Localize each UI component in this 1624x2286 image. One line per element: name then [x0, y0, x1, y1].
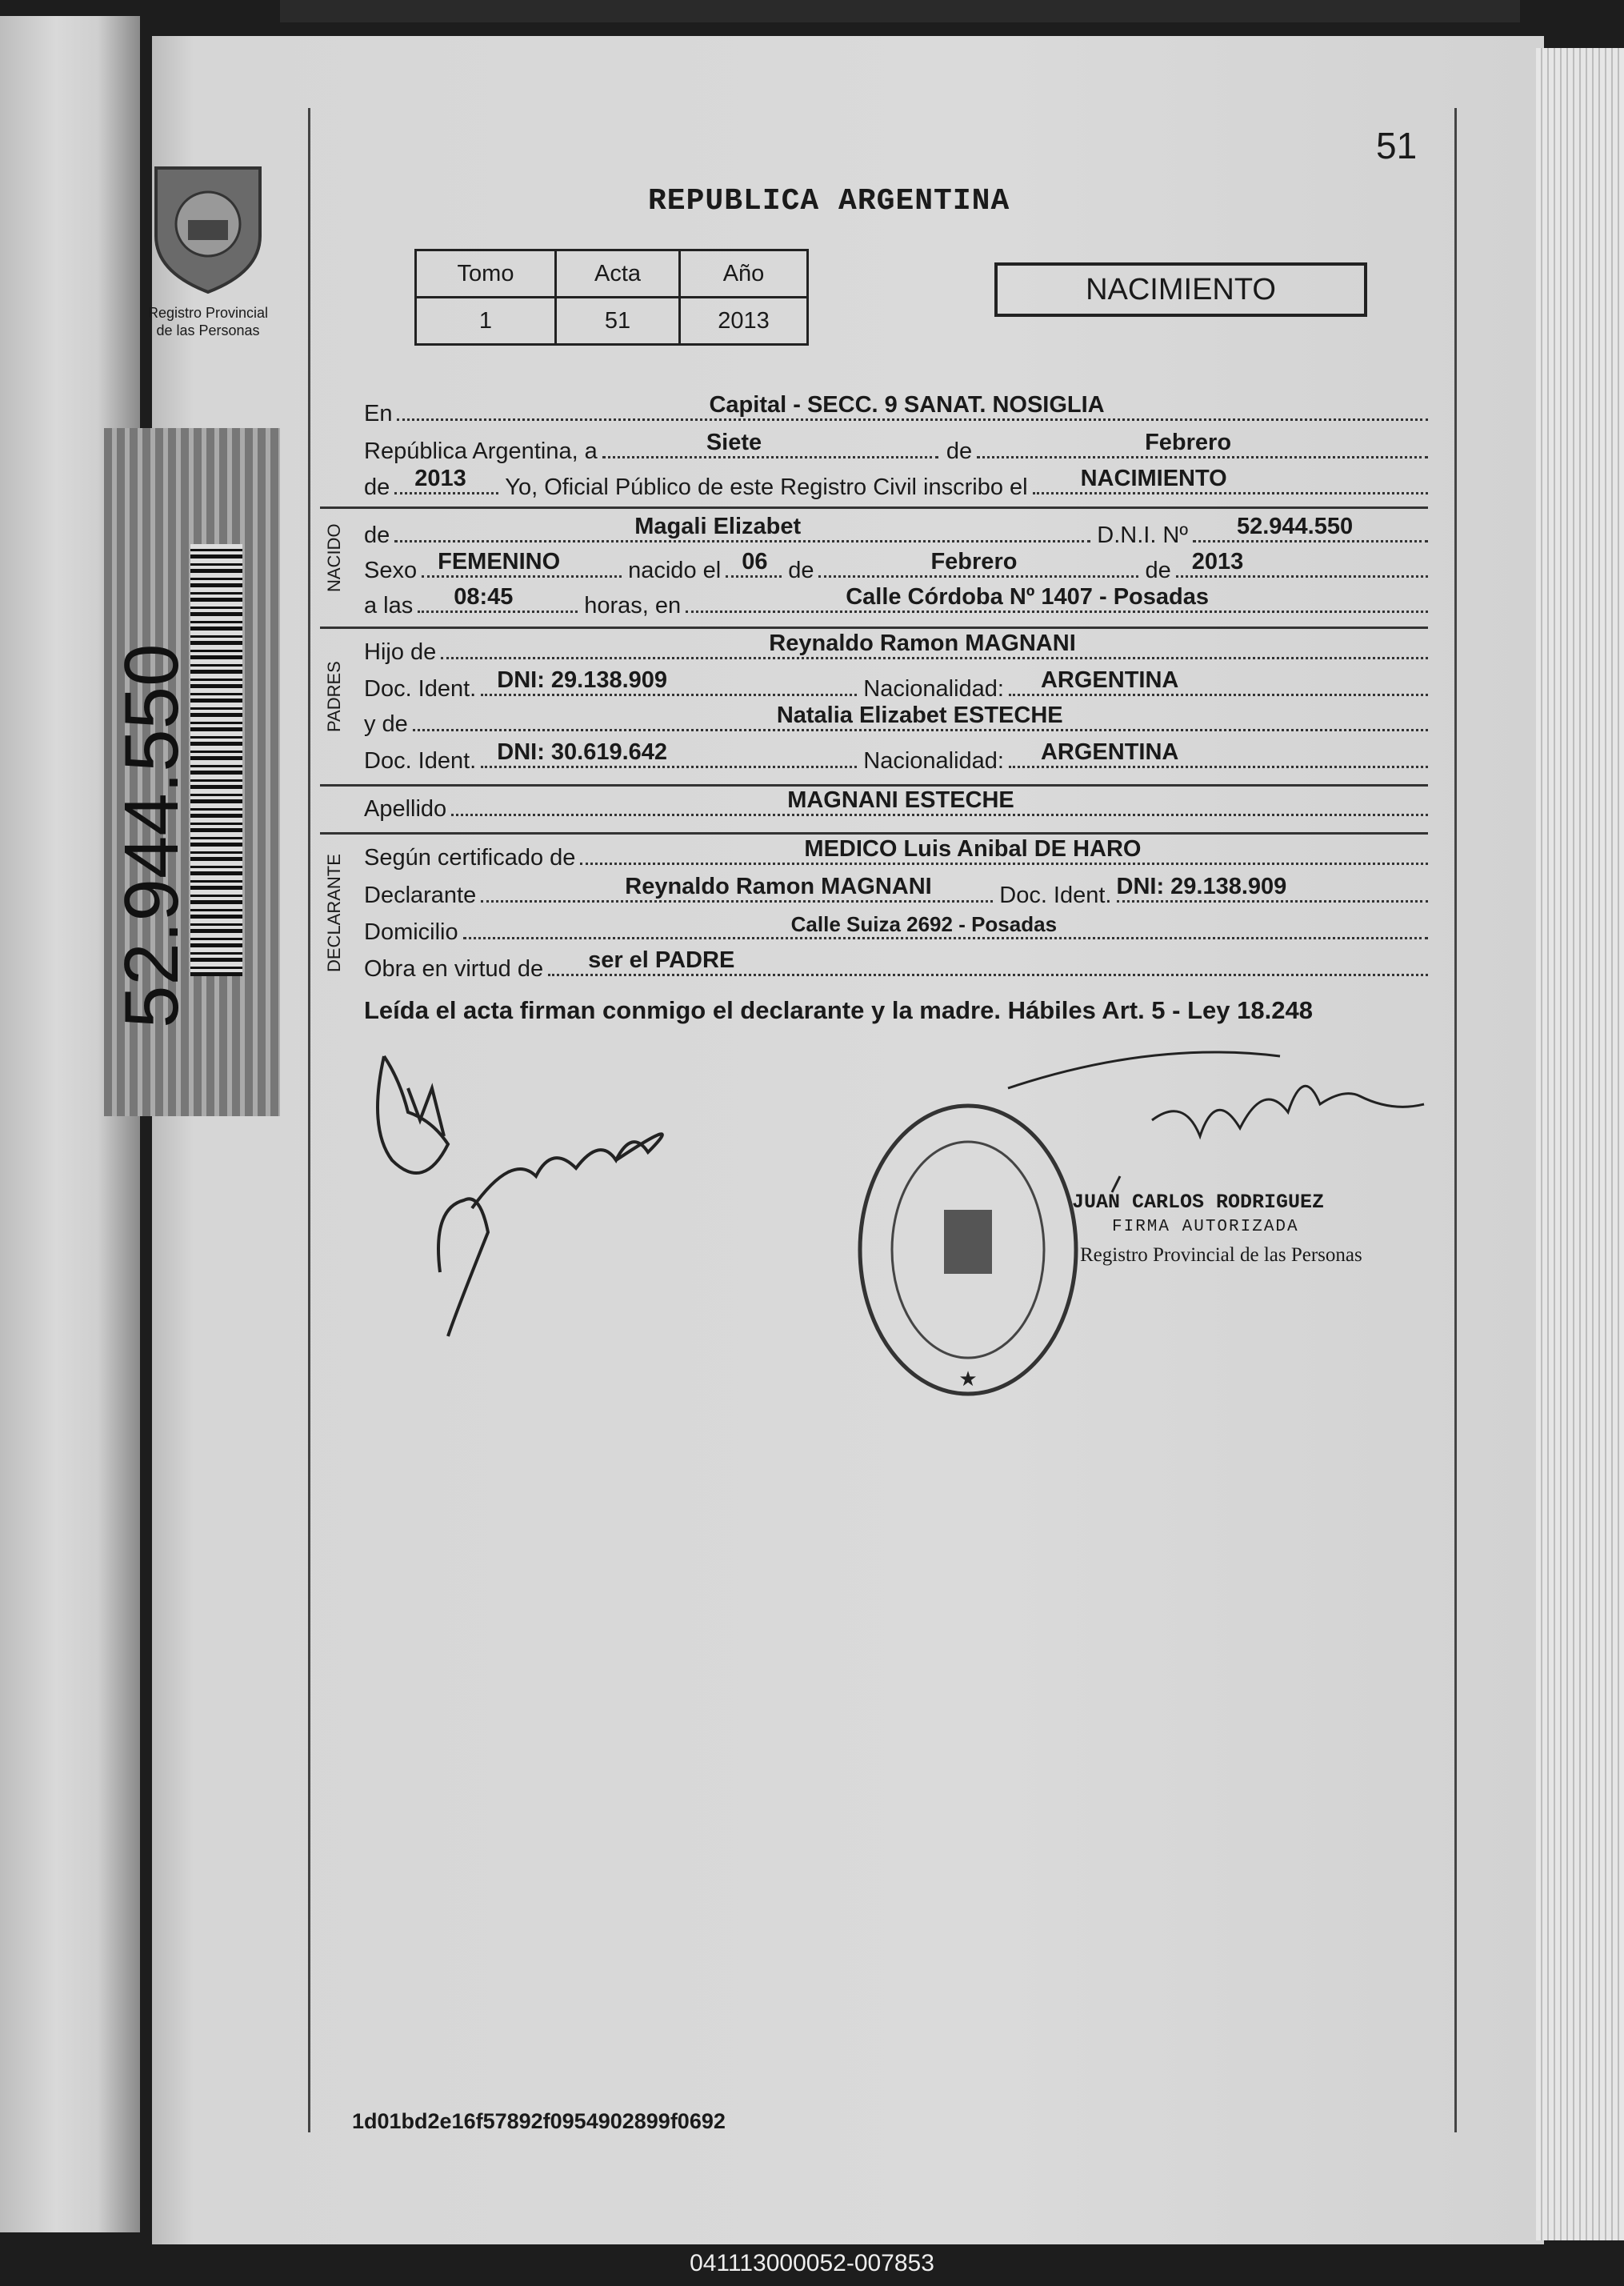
value-ano: 2013 [680, 298, 808, 345]
logo-caption-line1: Registro Provincial [147, 305, 269, 321]
value-birth-time: 08:45 [454, 584, 514, 610]
header-tomo: Tomo [416, 250, 556, 298]
barcode [190, 544, 242, 976]
header-ano: Año [680, 250, 808, 298]
value-declarante-doc: DNI: 29.138.909 [1116, 874, 1287, 899]
line-obra [364, 946, 1428, 983]
value-birth-day: 06 [742, 549, 768, 575]
section-padres-label: PADRES [324, 661, 344, 732]
value-declarante: Reynaldo Ramon MAGNANI [625, 874, 932, 899]
page-edges [1536, 48, 1624, 2240]
label-de-3: de [1145, 558, 1171, 583]
label-domicilio: Domicilio [364, 919, 458, 945]
tomo-acta-table [414, 249, 809, 346]
value-inscribo: NACIMIENTO [1080, 466, 1227, 491]
label-hijo: Hijo de [364, 639, 437, 665]
label-nacido-de: de [364, 522, 390, 548]
page-title: REPUBLICA ARGENTINA [648, 184, 1010, 218]
left-page [0, 16, 140, 2232]
officer-role: FIRMA AUTORIZADA [1112, 1218, 1299, 1236]
label-dni: D.N.I. Nº [1097, 522, 1188, 548]
label-en: En [364, 401, 393, 426]
label-year-de: de [364, 474, 390, 500]
document-hash: 1d01bd2e16f57892f0954902899f0692 [352, 2109, 726, 2133]
value-birth-month: Febrero [930, 549, 1018, 575]
label-father-nac: Nacionalidad: [863, 676, 1004, 702]
value-month: Febrero [1145, 430, 1232, 455]
label-mother-nac: Nacionalidad: [863, 748, 1004, 774]
value-father-doc: DNI: 29.138.909 [497, 667, 668, 693]
act-type-box: NACIMIENTO [994, 262, 1367, 317]
value-mother-nac: ARGENTINA [1040, 739, 1179, 765]
label-de: de [946, 438, 973, 464]
value-acta: 51 [556, 298, 680, 345]
svg-text:★: ★ [958, 1367, 978, 1391]
label-de-2: de [788, 558, 814, 583]
value-birth-place: Calle Córdoba Nº 1407 - Posadas [846, 584, 1209, 610]
official-seal [852, 1098, 1084, 1402]
value-mother-name: Natalia Elizabet ESTECHE [776, 703, 1063, 728]
declarant-signature [378, 1056, 662, 1336]
label-certificado: Según certificado de [364, 845, 576, 871]
sticker-number: 52.944.550 [109, 643, 194, 1028]
closing-statement: Leída el acta firman conmigo el declarante y la madre. Hábiles Art. 5 - Ley 18.248 [364, 996, 1313, 1024]
value-en: Capital - SECC. 9 SANAT. NOSIGLIA [709, 392, 1105, 418]
value-child-dni: 52.944.550 [1236, 514, 1354, 539]
label-apellido: Apellido [364, 796, 447, 822]
footer-code: 041113000052-007853 [690, 2250, 934, 2276]
label-oficial: Yo, Oficial Público de este Registro Civil inscribo el [505, 474, 1028, 500]
value-certificado: MEDICO Luis Anibal DE HARO [804, 836, 1142, 862]
line-hora [364, 583, 1428, 619]
value-mother-doc: DNI: 30.619.642 [497, 739, 668, 765]
page-number: 51 [1376, 125, 1418, 166]
label-declarante: Declarante [364, 883, 477, 908]
label-declarante-doc: Doc. Ident. [999, 883, 1112, 908]
registry-logo [140, 160, 276, 352]
line-year [364, 464, 1428, 501]
line-apellido [364, 786, 1428, 823]
value-birth-year: 2013 [1191, 549, 1244, 575]
logo-caption-line2: de las Personas [156, 322, 260, 338]
label-republica: República Argentina, a [364, 438, 598, 464]
label-nacido-el: nacido el [628, 558, 722, 583]
value-father-name: Reynaldo Ramon MAGNANI [769, 631, 1076, 656]
value-tomo: 1 [416, 298, 556, 345]
section-declarante-label: DECLARANTE [324, 854, 344, 972]
label-obra: Obra en virtud de [364, 956, 544, 982]
label-horas: horas, en [584, 593, 682, 619]
officer-office: Registro Provincial de las Personas [1080, 1244, 1362, 1266]
label-yde: y de [364, 711, 408, 737]
value-domicilio: Calle Suiza 2692 - Posadas [790, 912, 1058, 936]
value-day-word: Siete [706, 430, 762, 455]
value-sexo: FEMENINO [438, 549, 561, 575]
label-father-doc: Doc. Ident. [364, 676, 477, 702]
value-year: 2013 [414, 466, 466, 491]
label-mother-doc: Doc. Ident. [364, 748, 477, 774]
value-child-name: Magali Elizabet [634, 514, 802, 539]
value-father-nac: ARGENTINA [1040, 667, 1179, 693]
officer-name: JUAN CARLOS RODRIGUEZ [1072, 1191, 1325, 1214]
label-sexo: Sexo [364, 558, 418, 583]
section-nacido-label: NACIDO [324, 523, 344, 592]
background-strip [280, 0, 1520, 22]
value-apellido: MAGNANI ESTECHE [787, 787, 1014, 813]
line-mother-doc [364, 738, 1428, 775]
header-acta: Acta [556, 250, 680, 298]
label-alas: a las [364, 593, 414, 619]
value-obra: ser el PADRE [588, 947, 735, 973]
